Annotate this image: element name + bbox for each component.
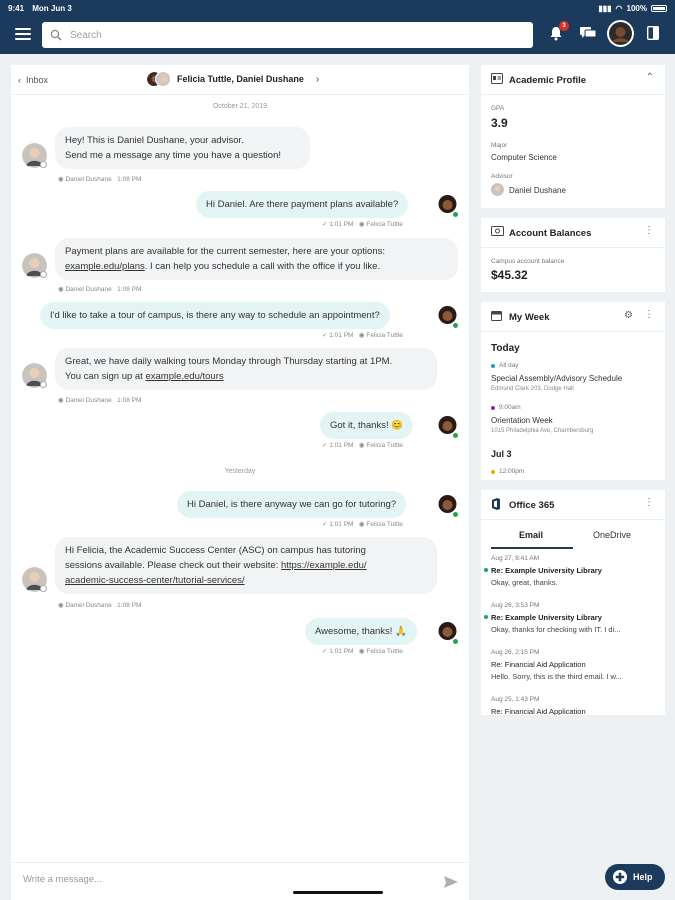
email-date: Aug 27, 8:41 AM xyxy=(491,555,540,562)
advisor-avatar xyxy=(491,183,504,196)
day-heading: Jul 3 xyxy=(491,449,512,459)
send-icon xyxy=(444,876,458,888)
email-preview: Okay, great, thanks. xyxy=(491,578,558,587)
message-text: I'd like to take a tour of campus, is there any way to schedule an appointment? xyxy=(50,310,380,321)
advisor-label: Advisor xyxy=(491,173,513,180)
advisor-name[interactable]: Daniel Dushane xyxy=(509,186,566,195)
hamburger-menu-icon[interactable] xyxy=(15,28,31,42)
message-meta: ✓ 1:01 PM ◉ Felicia Tuttle xyxy=(322,521,403,528)
money-icon xyxy=(491,226,504,236)
conversation-panel xyxy=(11,65,469,900)
event-title[interactable]: Orientation Week xyxy=(491,416,553,425)
online-indicator xyxy=(452,432,459,439)
message-text: . I can help you schedule a call with the office if you like. xyxy=(144,261,381,272)
notifications-button[interactable] xyxy=(549,23,566,46)
message-bubble xyxy=(305,618,417,645)
date-separator: Yesterday xyxy=(224,468,256,475)
online-indicator xyxy=(452,322,459,329)
offline-indicator xyxy=(40,161,47,168)
message-meta: ◉ Daniel Dushane 1:08 PM xyxy=(58,176,142,183)
message-bubble xyxy=(55,127,310,169)
search-input[interactable] xyxy=(70,30,510,41)
online-indicator xyxy=(452,211,459,218)
message-bubble xyxy=(320,412,413,439)
message-bubble xyxy=(55,537,437,594)
event-dot xyxy=(491,364,495,368)
email-date: Aug 25, 1:43 PM xyxy=(491,696,540,703)
major-value: Computer Science xyxy=(491,153,557,162)
message-bubble xyxy=(55,348,437,390)
unread-indicator xyxy=(484,568,488,572)
user-avatar[interactable] xyxy=(607,20,634,47)
send-button[interactable] xyxy=(444,875,458,893)
active-tab-indicator xyxy=(491,547,573,549)
offline-indicator xyxy=(40,271,47,278)
help-icon: ✚ xyxy=(613,870,627,884)
card-title: Academic Profile xyxy=(509,75,587,86)
panel-icon xyxy=(647,26,659,40)
status-time: 9:41 xyxy=(8,3,25,13)
id-card-icon xyxy=(491,73,503,84)
gpa-label: GPA xyxy=(491,105,505,112)
messages-button[interactable] xyxy=(580,26,596,45)
main-area xyxy=(0,54,675,900)
message-bubble xyxy=(40,302,390,329)
event-time: All day xyxy=(499,362,519,369)
home-indicator[interactable] xyxy=(293,891,383,894)
online-indicator xyxy=(452,511,459,518)
office365-card xyxy=(481,490,665,715)
conversation-header xyxy=(11,65,469,95)
status-bar xyxy=(0,0,675,16)
search-bar[interactable] xyxy=(42,22,533,48)
email-subject[interactable]: Re: Financial Aid Application xyxy=(491,660,586,669)
email-preview: Hello. Sorry, this is the third email. I w... xyxy=(491,672,622,681)
status-date: Mon Jun 3 xyxy=(32,3,72,13)
expand-icon[interactable]: ⌃ xyxy=(645,72,653,83)
online-indicator xyxy=(452,638,459,645)
message-text: Great, we have daily walking tours Monday through Thursday starting at 1PM. xyxy=(65,356,393,367)
message-input[interactable] xyxy=(23,874,423,885)
message-meta: ◉ Daniel Dushane 1:08 PM xyxy=(58,397,142,404)
chevron-left-icon: ‹ xyxy=(18,75,21,85)
major-label: Major xyxy=(491,142,508,149)
message-text: Hi Daniel. Are there payment plans available? xyxy=(206,199,399,210)
asc-link[interactable]: https://example.edu/ xyxy=(280,560,367,571)
participants-button[interactable] xyxy=(146,71,319,87)
search-icon xyxy=(50,29,62,41)
message-text: Awesome, thanks! 🙏 xyxy=(315,626,407,637)
event-time: 9:00am xyxy=(499,404,521,411)
message-composer xyxy=(11,862,469,900)
back-to-inbox-link[interactable] xyxy=(18,75,48,85)
help-button[interactable] xyxy=(605,864,665,890)
card-title: My Week xyxy=(509,312,550,323)
card-title: Office 365 xyxy=(509,500,555,511)
card-header xyxy=(481,65,665,95)
offline-indicator xyxy=(40,381,47,388)
event-time: 12:00pm xyxy=(499,468,525,475)
more-icon[interactable]: ⋮ xyxy=(644,497,653,508)
card-header xyxy=(481,490,665,520)
event-title[interactable]: Special Assembly/Advisory Schedule xyxy=(491,374,623,383)
my-week-card xyxy=(481,302,665,480)
inbox-label: Inbox xyxy=(26,75,49,85)
account-balances-card xyxy=(481,218,665,292)
wifi-icon: ◠ xyxy=(615,3,623,13)
email-date: Aug 26, 3:53 PM xyxy=(491,602,540,609)
card-header xyxy=(481,218,665,248)
event-dot xyxy=(491,406,495,410)
chat-bubbles-icon xyxy=(580,26,596,40)
event-location: 1015 Philadelphia Ave, Chambersburg xyxy=(491,428,594,434)
message-text: Hi Daniel, is there anyway we can go for tutoring? xyxy=(187,499,397,510)
participants-names: Felicia Tuttle, Daniel Dushane xyxy=(177,74,304,84)
battery-icon xyxy=(651,5,667,12)
office-tabs xyxy=(481,520,665,550)
balance-label: Campus account balance xyxy=(491,258,565,265)
day-heading: Today xyxy=(491,343,520,354)
message-meta: ◉ Daniel Dushane 1:08 PM xyxy=(58,602,142,609)
card-header xyxy=(481,302,665,332)
card-title: Account Balances xyxy=(509,228,592,239)
academic-profile-card xyxy=(481,65,665,208)
email-preview: Okay, thanks for checking with IT. I di... xyxy=(491,625,621,634)
asc-link-continued[interactable]: academic-success-center/tutorial-services/ xyxy=(65,575,245,586)
side-panel-toggle[interactable] xyxy=(647,26,659,45)
message-meta: ✓ 1:01 PM ◉ Felicia Tuttle xyxy=(322,648,403,655)
message-meta: ✓ 1:01 PM ◉ Felicia Tuttle xyxy=(322,221,403,228)
message-text: You can sign up at xyxy=(65,371,146,382)
settings-gear-icon[interactable]: ⚙ xyxy=(624,310,633,321)
participant-avatar xyxy=(155,71,171,87)
message-list xyxy=(11,95,469,859)
tab-onedrive[interactable]: OneDrive xyxy=(593,530,632,540)
more-icon[interactable]: ⋮ xyxy=(644,225,653,236)
offline-indicator xyxy=(40,585,47,592)
tours-link[interactable]: example.edu/tours xyxy=(145,371,224,382)
message-bubble xyxy=(196,191,408,218)
more-icon[interactable]: ⋮ xyxy=(644,309,653,320)
event-dot xyxy=(491,470,495,474)
office-icon xyxy=(491,498,501,510)
plans-link[interactable]: example.edu/plans xyxy=(65,261,145,272)
message-text: Payment plans are available for the current semester, here are your options: xyxy=(65,246,386,257)
event-location: Edmund Clark 203, Dodge Hall xyxy=(491,386,574,392)
message-bubble xyxy=(177,491,406,518)
chevron-right-icon: › xyxy=(315,73,320,85)
balance-value: $45.32 xyxy=(491,268,528,282)
message-text: Hi Felicia, the Academic Success Center (ASC) on campus has tutoring xyxy=(65,545,366,556)
email-subject[interactable]: Re: Example University Library xyxy=(491,613,602,622)
message-meta: ✓ 1:01 PM ◉ Felicia Tuttle xyxy=(322,442,403,449)
tab-email[interactable]: Email xyxy=(519,530,544,540)
message-bubble xyxy=(55,238,458,280)
user-avatar-image xyxy=(609,22,632,45)
message-text: Hey! This is Daniel Dushane, your advisor. xyxy=(65,135,244,146)
message-text: sessions available. Please check out their website: xyxy=(65,560,281,571)
app-header xyxy=(0,16,675,54)
message-meta: ◉ Daniel Dushane 1:08 PM xyxy=(58,286,142,293)
battery-percent: 100% xyxy=(626,3,647,13)
help-label: Help xyxy=(633,872,653,882)
email-subject[interactable]: Re: Example University Library xyxy=(491,566,602,575)
gpa-value: 3.9 xyxy=(491,116,508,130)
signal-icon: ▮▮▮ xyxy=(598,3,612,13)
email-date: Aug 26, 2:15 PM xyxy=(491,649,540,656)
date-separator: October 21, 2019 xyxy=(212,103,268,110)
message-text: Got it, thanks! 😊 xyxy=(330,420,404,431)
notification-badge: 3 xyxy=(559,21,569,31)
calendar-icon xyxy=(491,310,502,321)
unread-indicator xyxy=(484,615,488,619)
message-text: Send me a message any time you have a question! xyxy=(65,150,281,161)
message-meta: ✓ 1:01 PM ◉ Felicia Tuttle xyxy=(322,332,403,339)
email-subject[interactable]: Re: Financial Aid Application xyxy=(491,707,586,715)
